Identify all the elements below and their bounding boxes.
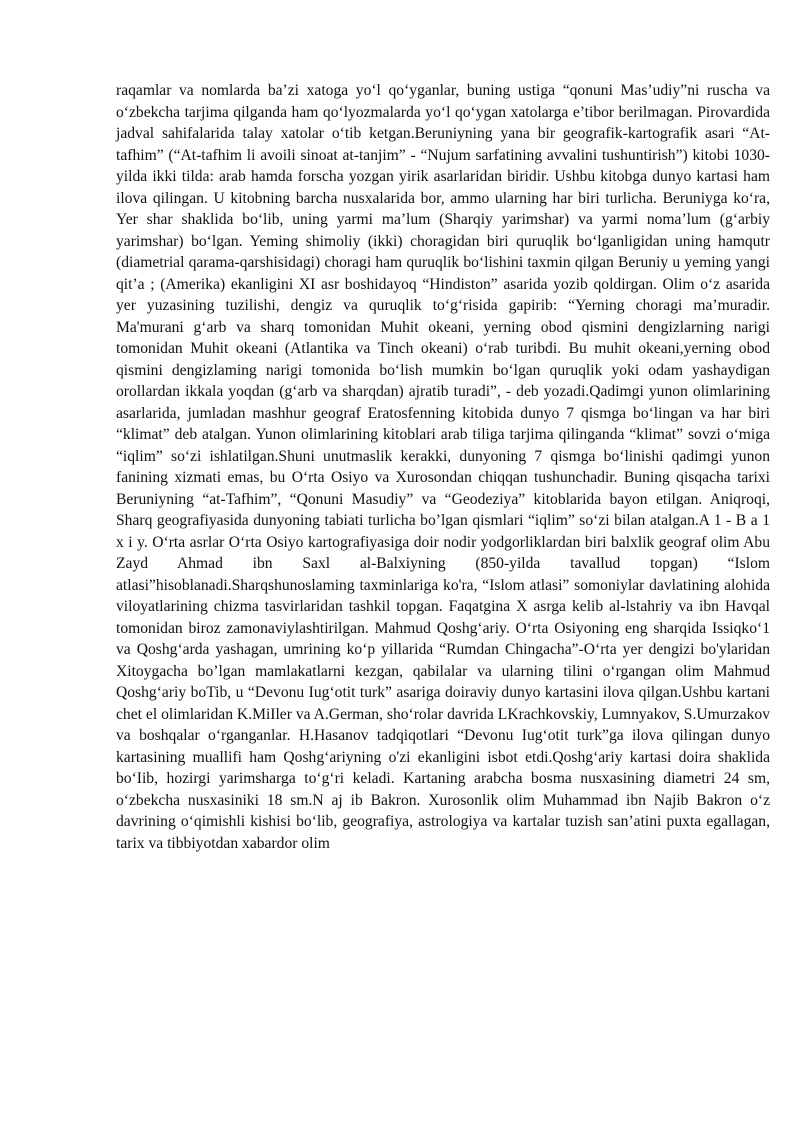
body-paragraph: raqamlar va nomlarda ba’zi xatoga yo‘l qo‘yganlar, buning ustiga “qonuni Mas’udiy”ni ruscha va o‘zbekcha tarjima qilganda ham qo‘lyozmalarda yo‘l qo‘ygan xatolarga e’tibor berilmagan. Pirovardida jadval sahifalarida talay xatolar o‘tib ketgan.Beruniyning yana bir geografik-kartografik asari “At-tafhim” (“At-tafhim li avoili sinoat at-tanjim” - “Nujum sarfatining avvalini tushuntirish”) kitobi 1030-yilda ikki tilda: arab hamda forscha yozgan yirik asarlaridan biridir. Ushbu kitobga dunyo kartasi ham ilova qilingan. U kitobning barcha nusxalarida bor, ammo ularning har biri turlicha. Beruniyga ko‘ra, Yer shar shaklida bo‘lib, uning yarmi ma’lum (Sharqiy yarimshar) va yarmi noma’lum (g‘arbiy yarimshar) bo‘lgan. Yeming shimoliy (ikki) choragidan biri quruqlik bo‘lganligidan uning hamqutr (diametrial qarama-qarshisidagi) choragi ham quruqlik bo‘lishini taxmin qilgan Beruniy u yeming yangi qit’a ; (Amerika) ekanligini XI asr boshidayoq “Hindiston” asarida yozib qoldirgan. Olim o‘z asarida yer yuzasining tuzilishi, dengiz va quruqlik to‘g‘risida gapirib: “Yerning choragi ma’muradir. Ma'murani g‘arb va sharq tomonidan Muhit okeani, yerning obod qismini dengizlarning narigi tomonidan Muhit okeani (Atlantika va Tinch okeani) o‘rab turibdi. Bu muhit okeani,yerning obod qismini dengizlaming narigi tomonida bo‘lish mumkin bo‘lgan quruqlik yoki odam yashaydigan orollardan ikkala yoqdan (g‘arb va sharqdan) ajratib turadi”, - deb yozadi.Qadimgi yunon olimlarining asarlarida, jumladan mashhur geograf Eratosfenning kitobida dunyo 7 qismga bo‘lingan va har biri “klimat” deb atalgan. Yunon olimlarining kitoblari arab tiliga tarjima qilinganda “klimat” sovzi o‘miga “iqlim” so‘zi ishlatilgan.Shuni unutmaslik kerakki, dunyoning 7 qismga bo‘linishi qadimgi yunon fanining xizmati emas, bu O‘rta Osiyo va Xurosondan chiqqan tushunchadir. Buning qisqacha tarixi Beruniyning “at-Tafhim”, “Qonuni Masudiy” va “Geodeziya” kitoblarida bayon etilgan. Aniqroqi, Sharq geografiyasida dunyoning tabiati turlicha bo’lgan qismlari “iqlim” so‘zi bilan atalgan.A 1 - B a 1 x i y. O‘rta asrlar O‘rta Osiyo kartografiyasiga doir nodir yodgorliklardan biri balxlik geograf olim Abu Zayd Ahmad ibn Saxl al-Balxiyning (850-yilda tavallud topgan) “Islom atlasi”hisoblanadi.Sharqshunoslaming taxminlariga ko'ra, “Islom atlasi” somoniylar davlatining alohida viloyatlarining chizma tasvirlaridan tashkil topgan. Faqatgina X asrga kelib al-lstahriy va ibn Havqal tomonidan biroz zamonaviylashtirilgan. Mahmud Qoshg‘ariy. O‘rta Osiyoning eng sharqida Issiqko‘1 va Qoshg‘arda yashagan, umrining ko‘p yillarida “Rumdan Chingacha”-O‘rta yer dengizi bo'ylaridan Xitoygacha bo’lgan mamlakatlarni kezgan, qabilalar va ularning tilini o‘rgangan olim Mahmud Qoshg‘ariy boTib, u “Devonu Iug‘otit turk” asariga doiraviy dunyo kartasini ilova qilgan.Ushbu kartani chet el olimlaridan K.MiIler va A.German, sho‘rolar davrida LKrachkovskiy, Lumnyakov, S.Umurzakov va boshqalar o‘rganganlar. H.Hasanov tadqiqotlari “Devonu Iug‘otit turk”ga ilova qilingan dunyo kartasining muallifi ham Qoshg‘ariyning o'zi ekanligini isbot etdi.Qoshg‘ariy kartasi doira shaklida bo‘Iib, hozirgi yarimsharga to‘g‘ri keladi. Kartaning arabcha bosma nusxasining diametri 24 sm, o‘zbekcha nusxasiniki 18 sm.N aj ib Bakron. Xurosonlik olim Muhammad ibn Najib Bakron o‘z davrining o‘qimishli kishisi bo‘lib, geografiya, astrologiya va kartalar tuzish san’atini puxta egallagan, tarix va tibbiyotdan xabardor olim: [116, 82, 770, 852]
